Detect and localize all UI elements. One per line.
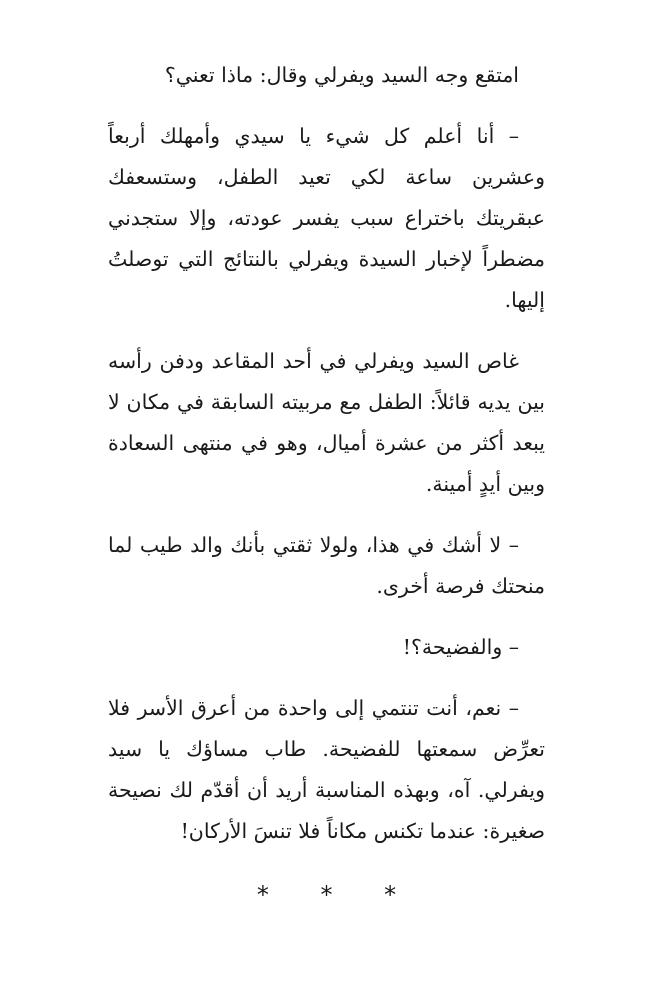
paragraph-5: – والفضيحة؟! [402,635,519,659]
book-page [108,55,545,910]
section-separator: * * * [256,881,419,909]
paragraph-1: امتقع وجه السيد ويفرلي وقال: ماذا تعني؟ [164,63,519,87]
paragraph-3: غاص السيد ويفرلي في أحد المقاعد ودفن رأسه بين يديه قائلاً: الطفل مع مربيته السابقة في مكان لا يبعد أكثر من عشرة أميال، وهو في منتهى السعادة وبين أيدٍ أمينة. [108,349,545,496]
paragraph-4: – لا أشك في هذا، ولولا ثقتي بأنك والد طيب لما منحتك فرصة أخرى. [108,533,545,598]
paragraph-6: – نعم، أنت تنتمي إلى واحدة من أعرق الأسر فلا تعرِّض سمعتها للفضيحة. طاب مساؤك يا سيد ويفرلي. آه، وبهذه المناسبة أريد أن أقدّم لك نصيحة صغيرة: عندما تكنس مكاناً فلا تنسَ الأركان! [108,696,545,843]
paragraph-2: – أنا أعلم كل شيء يا سيدي وأمهلك أربعاً وعشرين ساعة لكي تعيد الطفل، وستسعفك عبقريتك باختراع سبب يفسر عودته، وإلا ستجدني مضطراً لإخبار السيدة ويفرلي بالنتائج التي توصلتُ إليها. [108,124,545,312]
